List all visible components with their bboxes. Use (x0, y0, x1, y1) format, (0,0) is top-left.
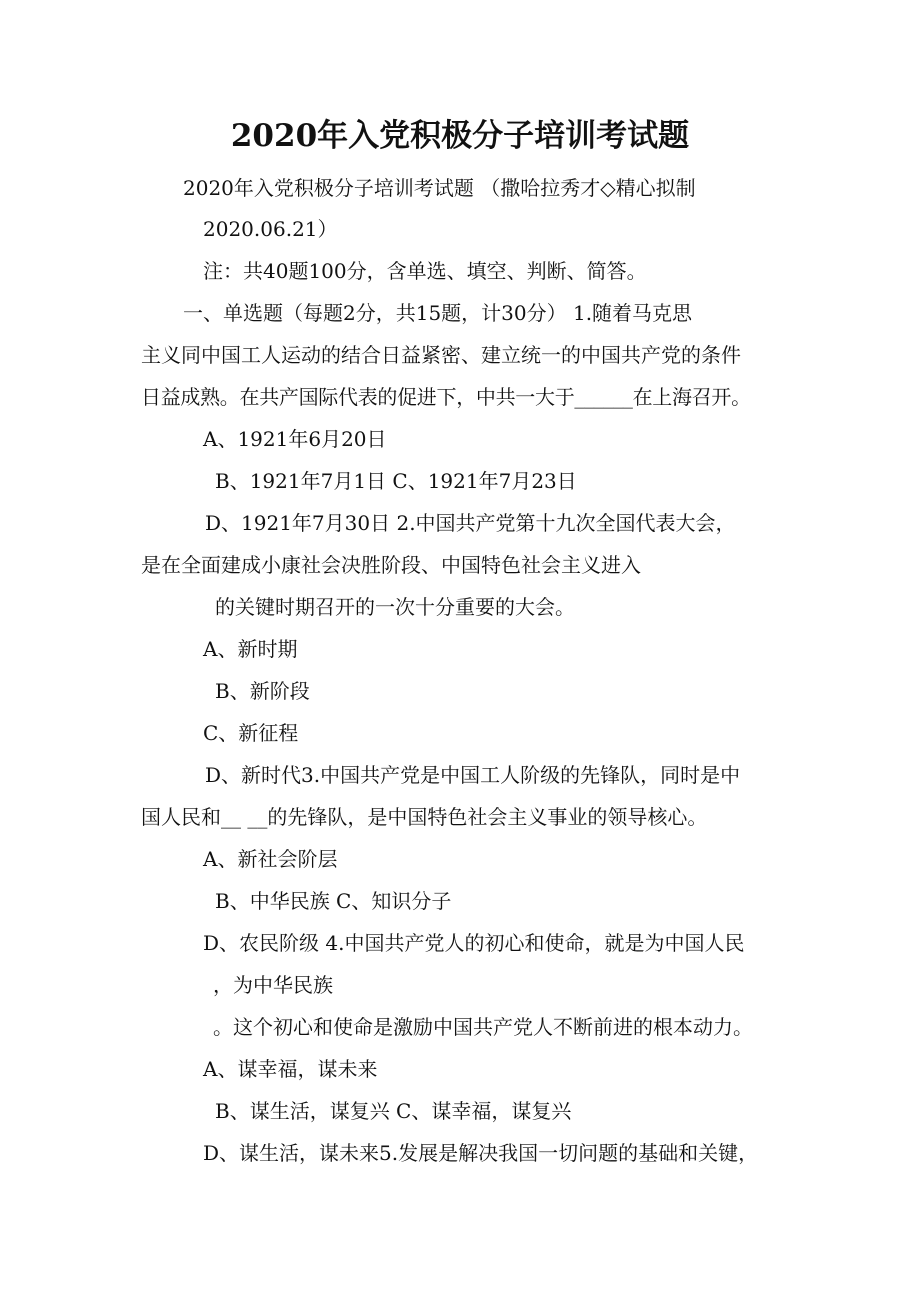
text-line: A、新时期 (203, 637, 298, 661)
text-line: A、谋幸福，谋未来 (203, 1057, 378, 1081)
text-line: B、1921年7月1日 C、1921年7月23日 (215, 469, 577, 493)
text-line: 主义同中国工人运动的结合日益紧密、建立统一的中国共产党的条件 (141, 343, 741, 367)
text-line: B、谋生活，谋复兴 C、谋幸福，谋复兴 (215, 1099, 572, 1123)
text-line: D、农民阶级 4.中国共产党人的初心和使命，就是为中国人民 (203, 931, 745, 955)
text-line: 注：共40题100分，含单选、填空、判断、简答。 (203, 259, 647, 283)
text-line: 2020.06.21） (203, 217, 338, 241)
text-line: ，为中华民族 (213, 973, 333, 997)
text-line: D、新时代3.中国共产党是中国工人阶级的先锋队，同时是中 (205, 763, 741, 787)
text-line: C、新征程 (203, 721, 299, 745)
text-line: D、1921年7月30日 2.中国共产党第十九次全国代表大会， (205, 511, 736, 535)
text-line: A、1921年6月20日 (203, 427, 387, 451)
text-line: 是在全面建成小康社会决胜阶段、中国特色社会主义进入 (141, 553, 641, 577)
text-line: 日益成熟。在共产国际代表的促进下，中共一大于______在上海召开。 (141, 385, 751, 409)
document-title: 2020年入党积极分子培训考试题 (230, 118, 690, 154)
text-line: D、谋生活，谋未来5.发展是解决我国一切问题的基础和关键， (203, 1141, 759, 1165)
text-line: 。这个初心和使命是激励中国共产党人不断前进的根本动力。 (213, 1015, 753, 1039)
text-line: 的关键时期召开的一次十分重要的大会。 (215, 595, 575, 619)
text-line: A、新社会阶层 (203, 847, 338, 871)
text-line: 2020年入党积极分子培训考试题 （撒哈拉秀才◇精心拟制 (183, 176, 696, 200)
text-line: B、中华民族 C、知识分子 (215, 889, 452, 913)
text-line: B、新阶段 (215, 679, 310, 703)
text-line: 国人民和__ __的先锋队，是中国特色社会主义事业的领导核心。 (141, 805, 708, 829)
text-line: 一、单选题（每题2分，共15题，计30分） 1.随着马克思 (183, 301, 693, 325)
